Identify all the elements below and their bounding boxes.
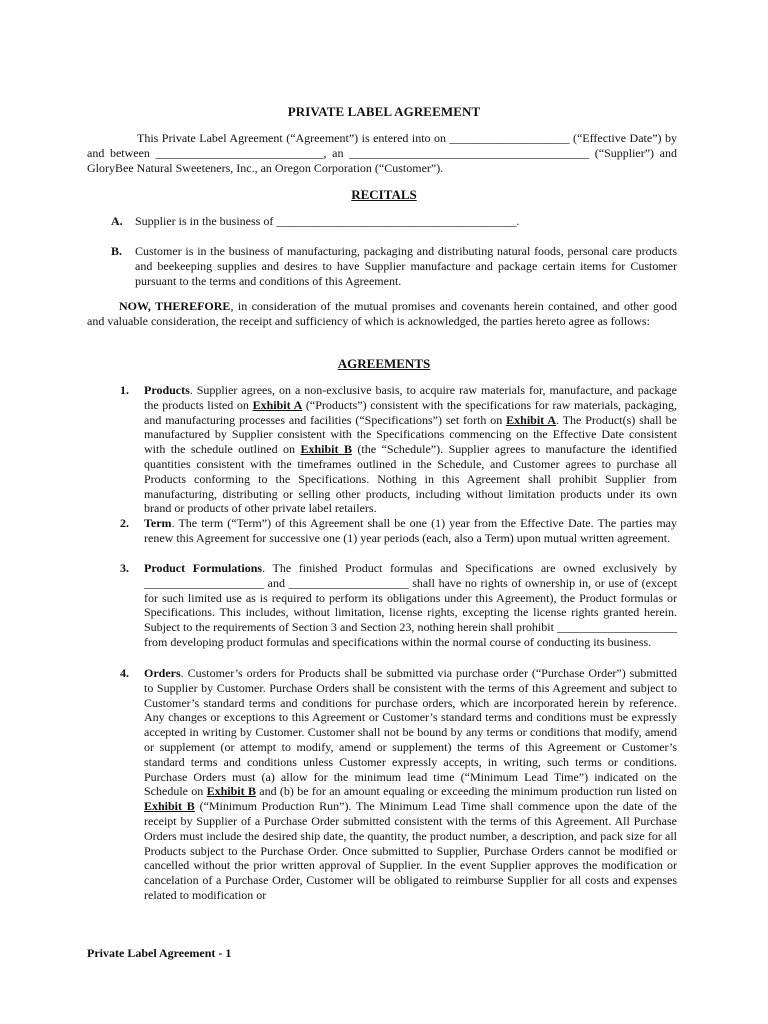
clause-body: Product Formulations. The finished Product formulas and Specifications are owned exclusively by ____________________ and ____________________ shall have no rights of ownership in, or use of (except for such limited use as is required to perform its obligations under this Agreement), the Product formulas or Specifications. This includes, without limitation, license rights, excepting the license rights granted herein. Subject to the requirements of Section 3 and Section 23, nothing herein shall prohibit ____________________ from developing product formulas and specifications within the normal course of conducting its business. [144, 561, 677, 649]
intro-text: This Private Label Agreement (“Agreement”) is entered into on ____________________ (“Effective Date”) by and between ____________________________, an ________________________________________ (“Supplier”) and GloryBee Natural Sweeteners, Inc., an Oregon Corporation (“Customer”). [87, 131, 677, 175]
clause-number: 1. [120, 383, 129, 397]
page-title: PRIVATE LABEL AGREEMENT [287, 104, 481, 119]
clause-title: Products [144, 383, 190, 397]
recital-a [111, 214, 677, 229]
clause-product-formulations [120, 561, 677, 650]
page-footer: Private Label Agreement - 1 [87, 946, 232, 960]
recital-label: A. [111, 214, 123, 228]
clause-orders [120, 666, 677, 903]
recitals-heading: RECITALS [351, 187, 417, 202]
clause-term [120, 516, 677, 546]
intro-paragraph [87, 131, 677, 175]
clause-products [120, 383, 677, 516]
exhibit-b-reference: Exhibit B [300, 442, 352, 457]
clause-body: Term. The term (“Term”) of this Agreement shall be one (1) year from the Effective Date. The parties may renew this Agreement for successive one (1) year periods (each, also a Term) upon mutual written agreement. [144, 516, 677, 545]
now-therefore-paragraph [87, 299, 677, 329]
clause-title: Product Formulations [144, 561, 263, 575]
clause-body: Products. Supplier agrees, on a non-exclusive basis, to acquire raw materials for, manufacture, and package the products listed on Exhibit A (“Products”) consistent with the specifications for raw materials, packaging, and manufacturing processes and facilities (“Specifications”) set forth on Exhibit A. The Product(s) shall be manufactured by Supplier consistent with the Specifications commencing on the Effective Date consistent with the schedule outlined on Exhibit B (the “Schedule”). Supplier agrees to manufacture the identified quantities consistent with the timeframes outlined in the Schedule, and Customer agrees to purchase all Products conforming to the Specifications. Nothing in this Agreement shall prohibit Supplier from manufacturing, distributing or selling other products, including without limitation products under its own brand or products of other private label retailers. [144, 383, 678, 516]
clause-body: Orders. Customer’s orders for Products shall be submitted via purchase order (“Purchase Order”) submitted to Supplier by Customer. Purchase Orders shall be consistent with the terms of this Agreement and subject to Customer’s standard terms and conditions for purchase orders, which are incorporated herein by reference. Any changes or exceptions to this Agreement or Customer’s standard terms and conditions must be expressly accepted in writing by Customer. Customer shall not be bound by any terms or conditions that modify, amend or supplement (or attempt to modify, amend or supplement) the terms of this Agreement or Customer’s standard terms and conditions unless Customer expressly accepts, in writing, such terms or conditions. Purchase Orders must (a) allow for the minimum lead time (“Minimum Lead Time”) indicated on the Schedule on Exhibit B and (b) be for an amount equaling or exceeding the minimum production run listed on Exhibit B (“Minimum Production Run”). The Minimum Lead Time shall commence upon the date of the receipt by Supplier of a Purchase Order submitted consistent with the terms of this Agreement. All Purchase Orders must include the desired ship date, the quantity, the product number, a description, and pack size for all Products subject to the Purchase Order. Once submitted to Supplier, Purchase Orders cannot be modified or cancelled without the prior written approval of Supplier. In the event Supplier approves the modification or cancelation of a Purchase Order, Customer will be obligated to reimburse Supplier for all costs and expenses related to modification or [144, 666, 677, 902]
exhibit-b-reference: Exhibit B [206, 784, 256, 799]
now-therefore-lead: NOW, THEREFORE [119, 299, 231, 313]
exhibit-a-reference: Exhibit A [252, 397, 303, 412]
clause-number: 3. [120, 561, 129, 575]
now-therefore-text: , in consideration of the mutual promises and covenants herein contained, and other good and valuable consideration, the receipt and sufficiency of which is acknowledged, the parties hereto agree as follows: [87, 299, 678, 328]
exhibit-a-reference: Exhibit A [506, 412, 557, 427]
exhibit-b-reference: Exhibit B [144, 799, 195, 814]
agreements-heading: AGREEMENTS [337, 356, 431, 371]
recital-b [111, 244, 677, 288]
recital-text: Customer is in the business of manufacturing, packaging and distributing natural foods, personal care products and beekeeping supplies and desires to have Supplier manufacture and package certain items for Customer pursuant to the terms and conditions of this Agreement. [135, 244, 677, 288]
clause-number: 2. [120, 516, 129, 530]
clause-title: Orders [144, 666, 181, 680]
clause-number: 4. [120, 666, 129, 680]
recital-text: Supplier is in the business of ________________________________________. [135, 214, 520, 228]
recital-label: B. [111, 244, 123, 258]
clause-title: Term [144, 516, 172, 530]
